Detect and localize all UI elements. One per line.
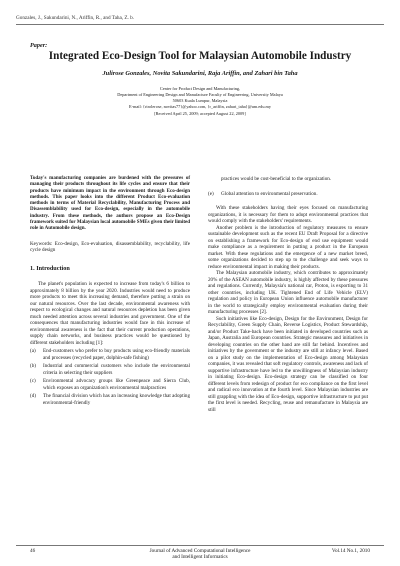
- affiliation-email: E-mail: {rirolerose, novitas77}@yahoo.com, {r_ariffin, zahari_taha}@um.edu.my: [128, 104, 272, 109]
- affiliation-center: Center for Product Design and Manufacturing,: [159, 86, 241, 91]
- body-paragraph: Another problem is the introduction of regulatory measures to ensure sustainable development such as the recent EU Draft Proposal for a directive on establishing a framework for Eco-design of end use equipment would make compliance as a requirement in putting a product in the European market. With these regulations and the emergence of a new market breed, some organizations decided to step up to the challenge and seek ways to reduce environmental impact in making their products.: [208, 224, 368, 270]
- body-paragraph: Such initiatives like Eco-design, Design for the Environment, Design for Recyclability, Green Supply Chain, Reverse Logistics, Product Stewardship, and/or Product Take-back have been initiated in developed countries such as Japan, Australia and European countries. Strategic measures and initiatives in developing countries on the other hand are still far behind. Incentives and initiatives by the government or the industry are still at infancy level. Based on a pilot study on the implementation of Eco-design among Malaysian companies, it was revealed that soft regulatory controls, awareness and lack of supportive infrastructure have led to the unwillingness of Malaysian industry in initiating Eco-design. Eco-design strategy can be classified on four different levels from redesign of product for eco compliance on the first level and radical eco innovation at the fourth level. Since Malaysian industries are still grappling with the idea of Eco-design, supportive infrastructure to put put the first level is needed. Recycling, reuse and remanufacture in Malaysia are still: [208, 315, 368, 413]
- running-head: Gonzales, J., Sakundarini, N., Ariffin, R., and Taha, Z. b.: [16, 15, 135, 21]
- affiliation-department: Department of Engineering Design and Manufacture Faculty of Engineering, University Malaya: [117, 92, 283, 97]
- footer-rule: [16, 545, 384, 546]
- list-item: (e) Global attention to environmental preservation.: [208, 190, 318, 197]
- volume-info: Vol.14 No.1, 2010: [331, 548, 370, 554]
- right-column: [208, 176, 368, 413]
- received-dates: [Received April 25, 2009; accepted August 22, 2009]: [154, 111, 246, 116]
- affiliation-address: 50603 Kuala Lumpur, Malaysia: [172, 98, 228, 103]
- header-rule: [16, 24, 384, 25]
- list-item: (a) End-customers who prefer to buy products using eco-friendly materials and processes (recycled paper, dolphin-safe fishing): [30, 348, 190, 361]
- abstract: Today's manufacturing companies are burdened with the pressures of managing their products throughout its life cycles and ensure that their products have minimum impact in the environment through Eco-design methods. This paper looks into the different Product Eco-evaluation methods in terms of Material Recyclability, Manufacturing Process and Disassemblability used for Eco-design, especially in the automobile industry. From these methods, the authors propose an Eco-Design framework suited for Malaysian local automobile SMEs given their limited role in Automobile design.: [30, 176, 190, 232]
- section-1-heading: 1. Introduction: [30, 264, 70, 272]
- page-number: 46: [30, 548, 36, 554]
- list-item: (c) Environmental advocacy groups like Greenpeace and Sierra Club, which exposes an organization's environmental malpractices: [30, 378, 190, 391]
- paper-title: Integrated Eco-Design Tool for Malaysian Automobile Industry: [48, 50, 352, 62]
- paper-label: Paper:: [30, 42, 48, 49]
- list-item: (d) The financial division which has an increasing knowledge that adopting environmental-friendly: [30, 393, 190, 406]
- list-item: (b) Industrial and commercial customers who include the environmental criteria in selecting their suppliers: [30, 363, 190, 376]
- journal-name: Journal of Advanced Computational Intelligence and Intelligent Informatics: [149, 548, 251, 561]
- author-list: Julirose Gonzales, Novita Sakundarini, Raja Ariffin, and Zahari bin Taha: [102, 70, 298, 77]
- list-item-continuation: practices would be cost-beneficial to the organization.: [221, 176, 332, 182]
- body-paragraph: With these stakeholders having their eyes focused on manufacturing organizations, it is necessary for them to adopt environmental practices that would comply with the stakeholders' requirements.: [208, 205, 368, 224]
- left-column: [30, 176, 190, 408]
- body-paragraph: The Malaysian automobile industry, which contributes to approximately 20% of the ASEAN automobile industry, is highly affected by these pressures and regulations. Currently, Malaysia's national car, Proton, is exporting to 31 other countries, including UK. Tightened End of Life Vehicle (ELV) regulation and policy in European Union influence automobile manufacturer in the world to strategically employ environmental evaluation during their manufacturing processes [2].: [208, 270, 368, 315]
- keywords: Keywords: Eco-design, Eco-evaluation, disassemblability, recyclability, life cycle design: [30, 240, 190, 254]
- intro-paragraph: The planet's population is expected to increase from today's 6 billion to approximately 8 billion by the year 2020. Industries would need to produce more products to meet this increasing demand, therefore putting a strain on our natural resources. Over the last decade, environmental awareness with respect to ecological changes and natural resources depletion has been given much needed attention across several industries and government. One of the consequences that manufacturing industries would face in this increase of environmental awareness is the fact that their current production operations, supply chain networks, and business practices would be questioned by different stakeholders including [1]:: [30, 281, 190, 346]
